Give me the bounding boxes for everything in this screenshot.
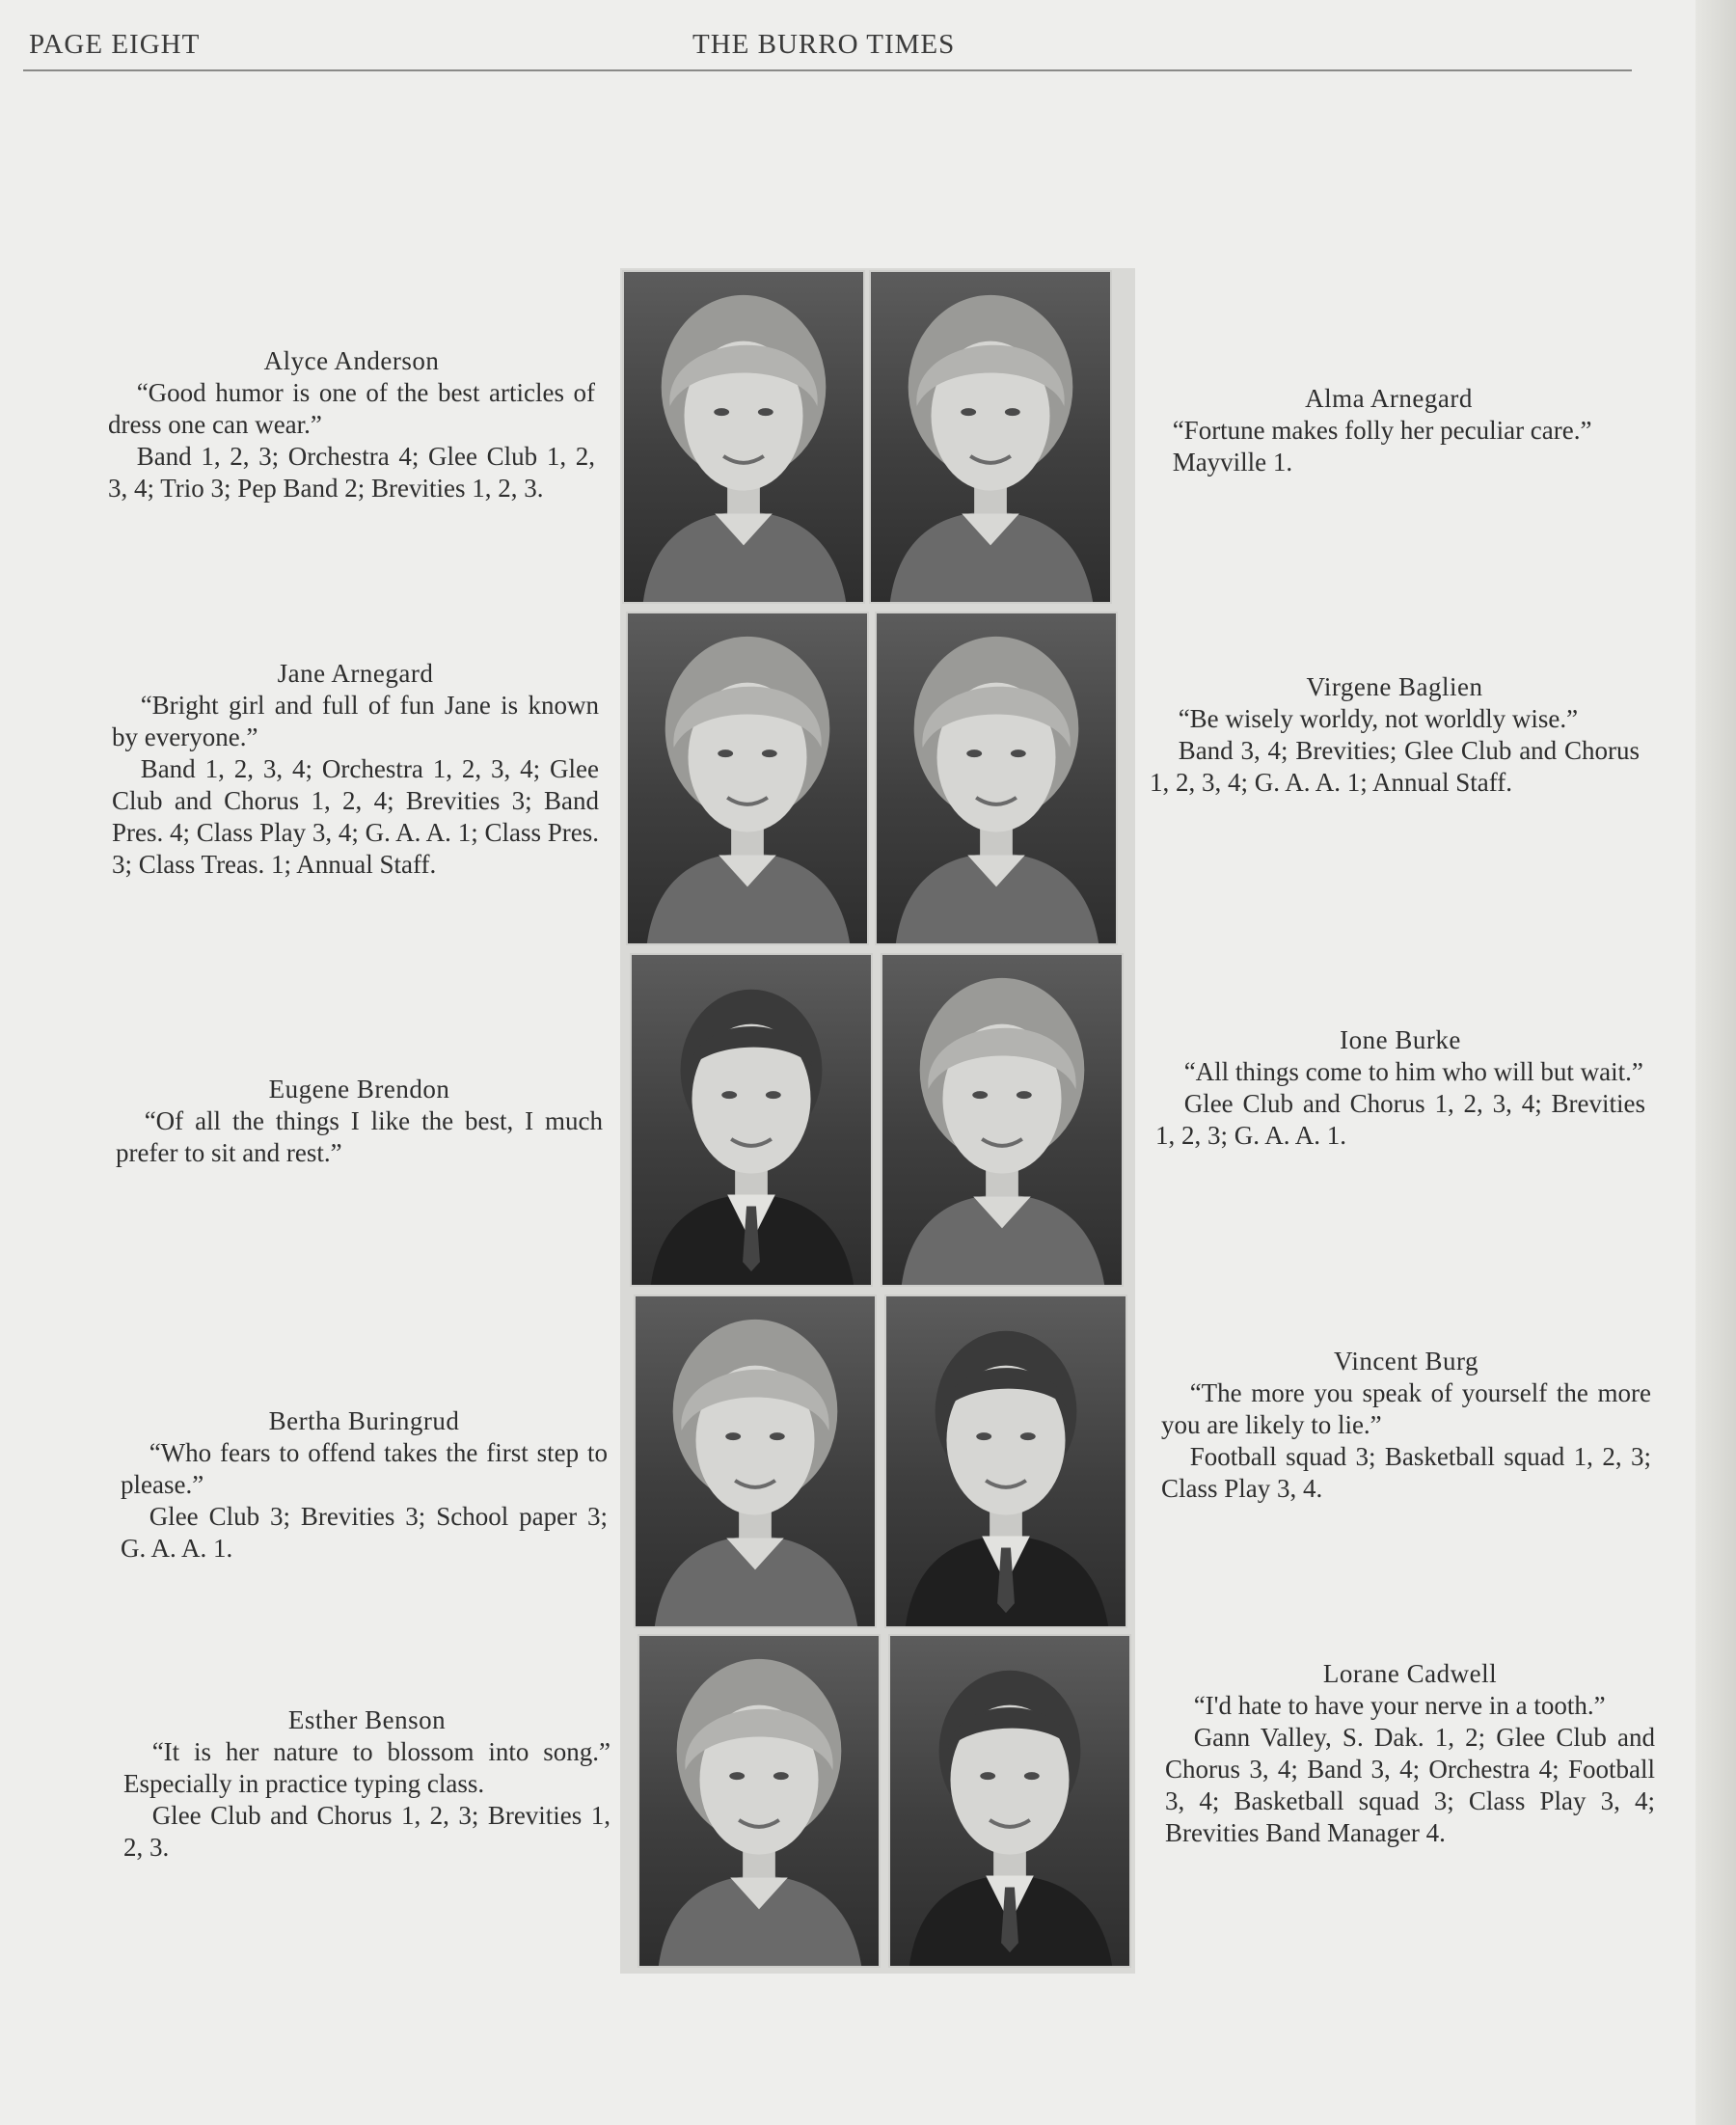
student-name: Ione Burke: [1340, 1025, 1461, 1054]
senior-entry-jane-arnegard: [112, 658, 599, 881]
portrait-photo-strip: [620, 268, 1135, 1974]
student-quote: “It is her nature to blossom into song.” Especially in practice typing class.: [123, 1737, 610, 1798]
portrait-silhouette-icon: [624, 272, 863, 602]
portrait-photo-vincent-burg: [884, 1294, 1127, 1628]
student-name: Eugene Brendon: [268, 1075, 450, 1103]
portrait-photo-alma-arnegard: [869, 270, 1112, 604]
student-quote: “Good humor is one of the best articles of dress one can wear.”: [108, 378, 595, 439]
student-activities: Glee Club and Chorus 1, 2, 3, 4; Brevities 1, 2, 3; G. A. A. 1.: [1155, 1089, 1645, 1150]
senior-entry-alma-arnegard: [1144, 383, 1634, 478]
student-activities: Gann Valley, S. Dak. 1, 2; Glee Club and Chorus 3, 4; Band 3, 4; Orchestra 4; Football 3, 4; Basketball squad 3; Class Play 3, 4; Brevities Band Manager 4.: [1165, 1723, 1655, 1847]
student-quote: “Fortune makes folly her peculiar care.”: [1172, 416, 1592, 445]
student-quote: “Be wisely worldy, not worldly wise.”: [1178, 704, 1579, 733]
portrait-silhouette-icon: [886, 1296, 1126, 1626]
portrait-silhouette-icon: [871, 272, 1110, 602]
header-rule: [23, 69, 1632, 71]
portrait-silhouette-icon: [632, 955, 871, 1285]
portrait-photo-bertha-buringrud: [634, 1294, 877, 1628]
portrait-photo-jane-arnegard: [626, 612, 869, 945]
student-name: Vincent Burg: [1333, 1347, 1479, 1376]
student-quote: “All things come to him who will but wait.”: [1183, 1057, 1643, 1086]
portrait-silhouette-icon: [890, 1636, 1129, 1966]
student-quote: “I'd hate to have your nerve in a tooth.”: [1193, 1691, 1606, 1720]
senior-entry-virgene-baglien: [1150, 671, 1640, 799]
senior-entry-ione-burke: [1155, 1024, 1645, 1152]
student-name: Bertha Buringrud: [268, 1406, 460, 1435]
page-number: PAGE EIGHT: [29, 29, 201, 60]
student-name: Jane Arnegard: [277, 659, 434, 688]
portrait-photo-eugene-brendon: [630, 953, 873, 1287]
portrait-photo-esther-benson: [637, 1634, 881, 1968]
student-name: Alma Arnegard: [1305, 384, 1473, 413]
portrait-photo-virgene-baglien: [875, 612, 1118, 945]
student-activities: Band 1, 2, 3; Orchestra 4; Glee Club 1, 2, 3, 4; Trio 3; Pep Band 2; Brevities 1, 2, 3.: [108, 442, 595, 503]
student-activities: Glee Club and Chorus 1, 2, 3; Brevities 1, 2, 3.: [123, 1801, 610, 1862]
portrait-photo-alyce-anderson: [622, 270, 865, 604]
portrait-photo-ione-burke: [881, 953, 1124, 1287]
student-name: Virgene Baglien: [1306, 672, 1483, 701]
senior-entry-alyce-anderson: [108, 345, 595, 504]
senior-entry-vincent-burg: [1161, 1346, 1651, 1505]
student-activities: Band 3, 4; Brevities; Glee Club and Chorus 1, 2, 3, 4; G. A. A. 1; Annual Staff.: [1150, 736, 1640, 797]
student-name: Alyce Anderson: [263, 346, 440, 375]
student-activities: Mayville 1.: [1172, 448, 1293, 477]
portrait-silhouette-icon: [877, 613, 1116, 943]
senior-entry-esther-benson: [123, 1704, 610, 1864]
student-name: Esther Benson: [287, 1705, 447, 1734]
senior-entry-bertha-buringrud: [121, 1405, 608, 1565]
portrait-photo-lorane-cadwell: [888, 1634, 1131, 1968]
student-quote: “Who fears to offend takes the first step to please.”: [121, 1438, 608, 1499]
student-activities: Glee Club 3; Brevities 3; School paper 3; G. A. A. 1.: [121, 1502, 608, 1563]
student-activities: Football squad 3; Basketball squad 1, 2, 3; Class Play 3, 4.: [1161, 1442, 1651, 1503]
portrait-silhouette-icon: [639, 1636, 879, 1966]
portrait-silhouette-icon: [882, 955, 1122, 1285]
student-quote: “Of all the things I like the best, I much prefer to sit and rest.”: [116, 1106, 603, 1167]
senior-entry-lorane-cadwell: [1165, 1658, 1655, 1849]
student-activities: Band 1, 2, 3, 4; Orchestra 1, 2, 3, 4; Glee Club and Chorus 1, 2, 4; Brevities 3; Band Pres. 4; Class Play 3, 4; G. A. A. 1; Class Pres. 3; Class Treas. 1; Annual Staff.: [112, 754, 599, 879]
student-name: Lorane Cadwell: [1322, 1659, 1498, 1688]
portrait-silhouette-icon: [628, 613, 867, 943]
senior-entry-eugene-brendon: [116, 1074, 603, 1169]
page-edge-shadow: [1695, 0, 1736, 2125]
student-quote: “The more you speak of yourself the more you are likely to lie.”: [1161, 1378, 1651, 1439]
portrait-silhouette-icon: [636, 1296, 875, 1626]
student-quote: “Bright girl and full of fun Jane is known by everyone.”: [112, 691, 599, 751]
newspaper-title: THE BURRO TIMES: [692, 29, 956, 60]
